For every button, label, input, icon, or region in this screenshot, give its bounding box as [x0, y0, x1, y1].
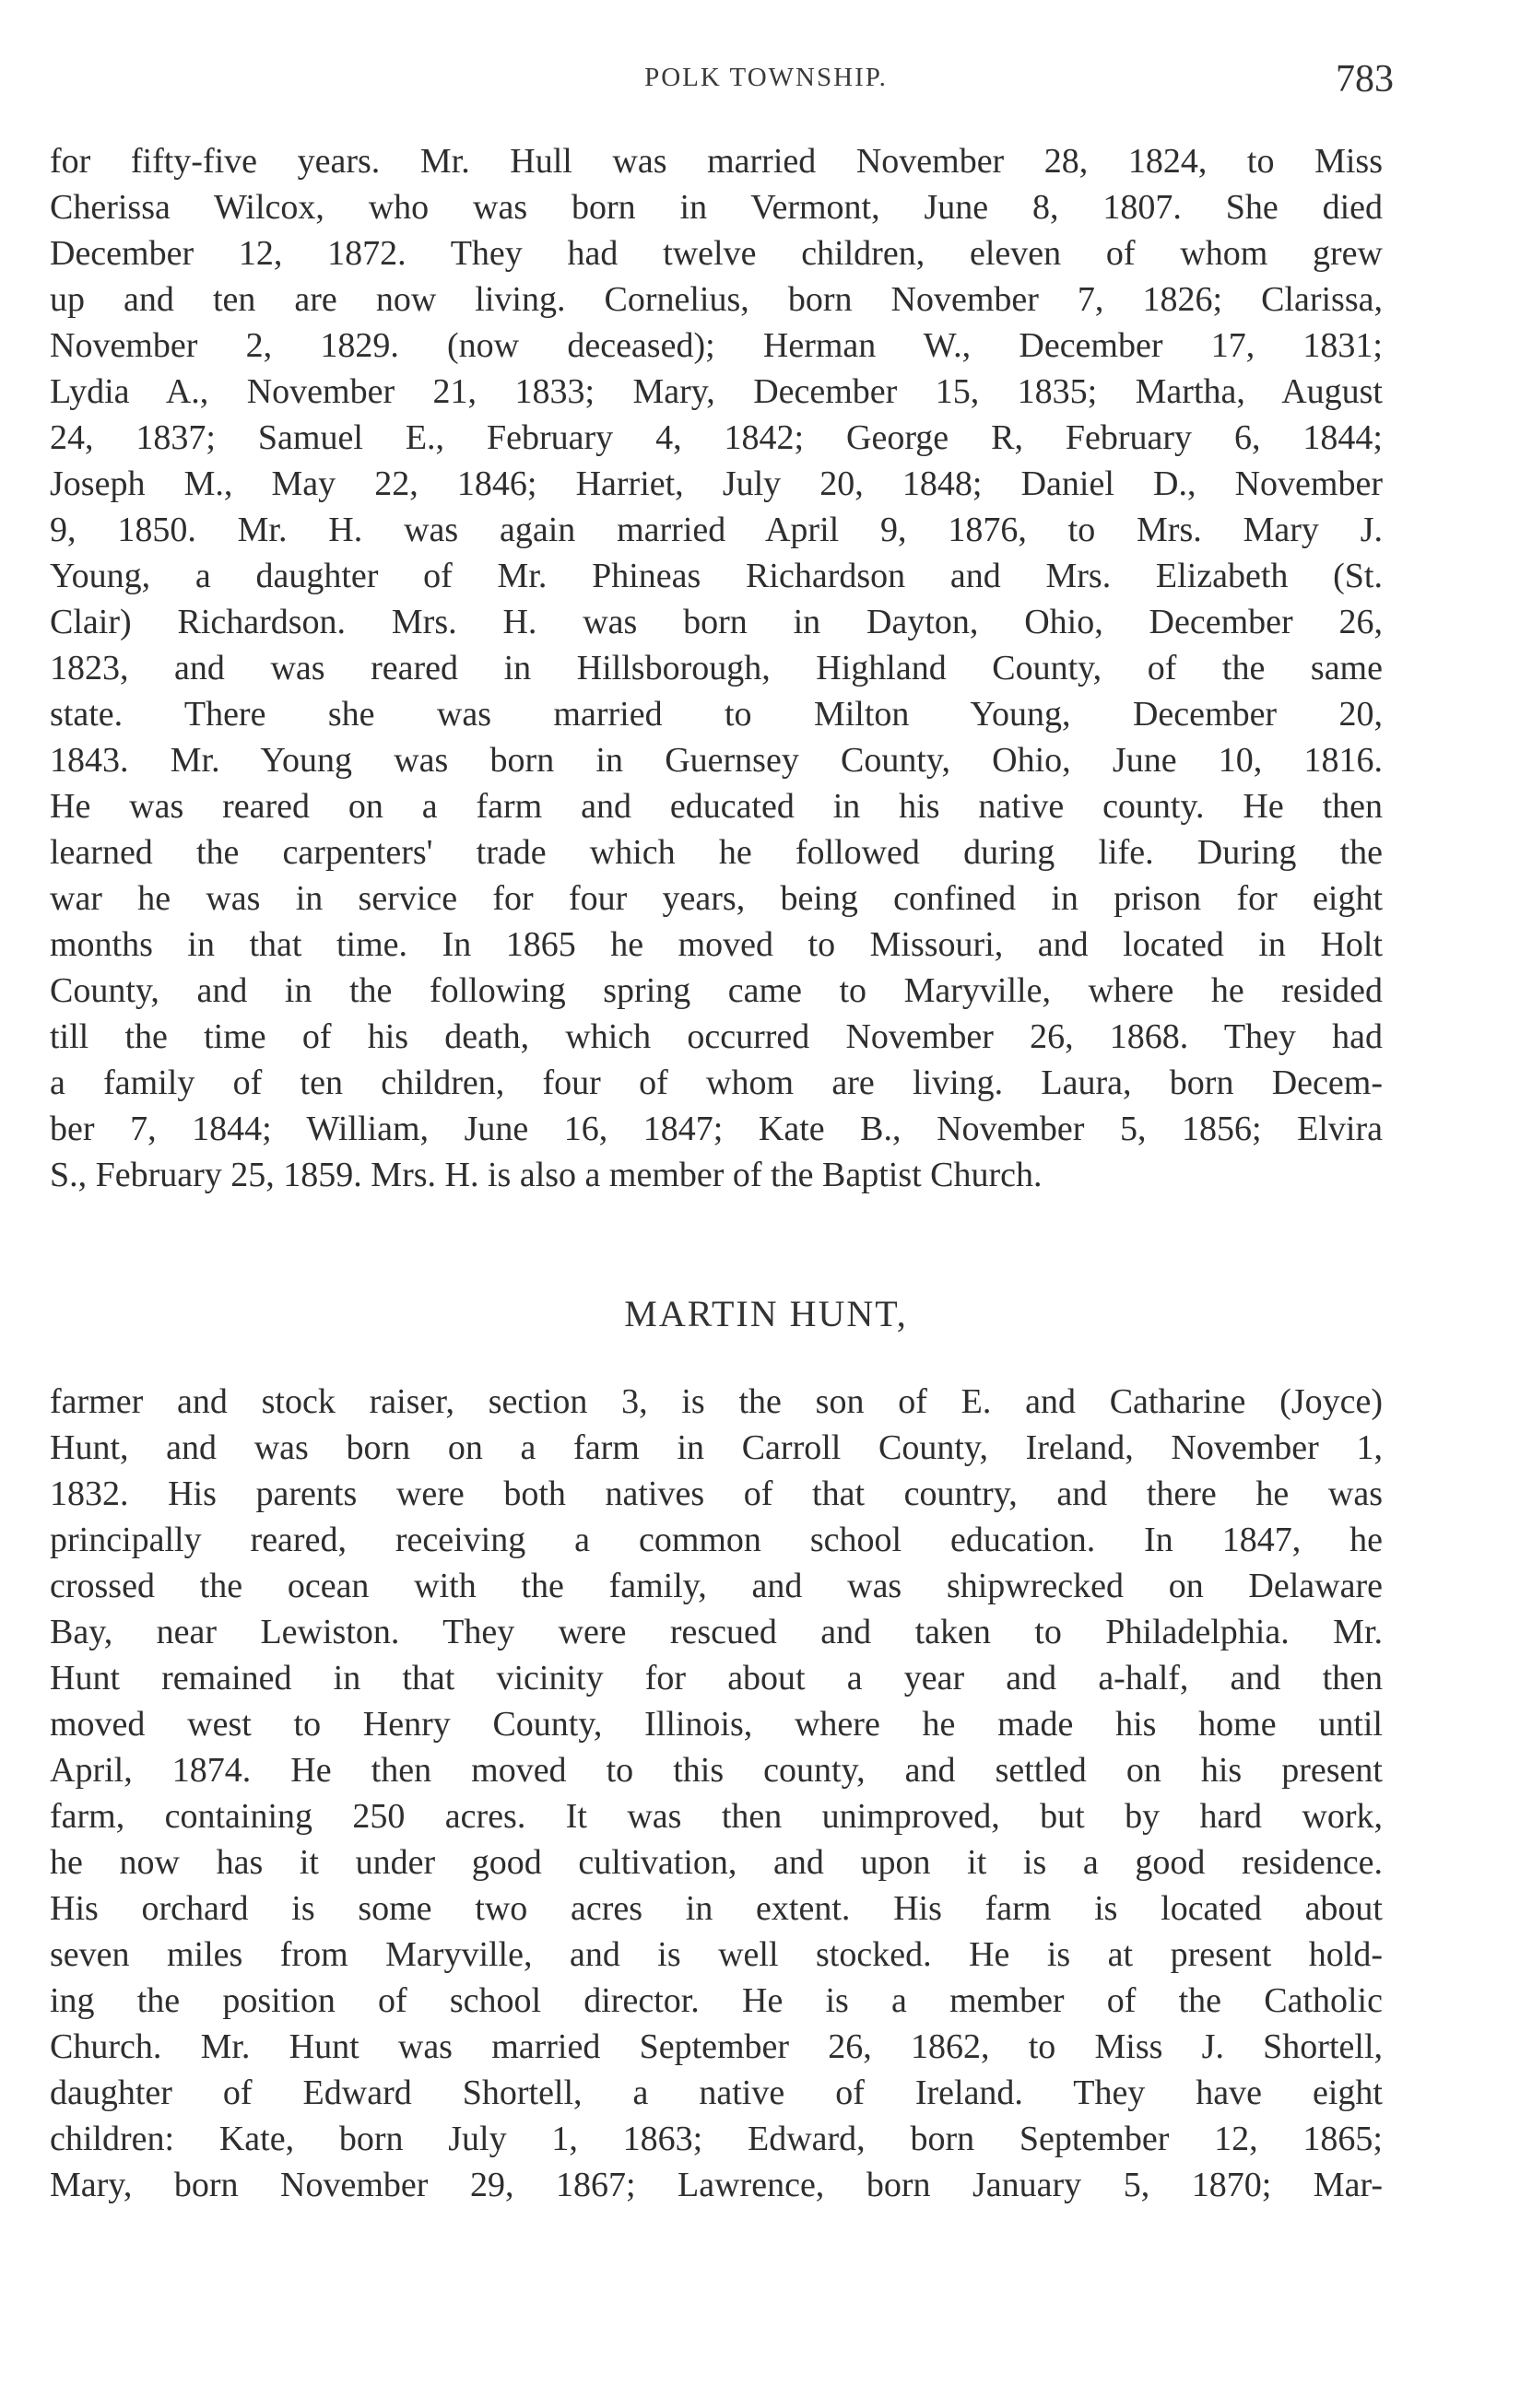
text-line: for fifty-five years. Mr. Hull was married November 28, 1824, to Miss	[50, 142, 1383, 181]
running-head: POLK TOWNSHIP.	[644, 63, 888, 92]
text-line: he now has it under good cultivation, and upon it is a good residence.	[50, 1843, 1383, 1882]
text-line: crossed the ocean with the family, and was shipwrecked on Delaware	[50, 1567, 1383, 1605]
text-line: Clair) Richardson. Mrs. H. was born in Dayton, Ohio, December 26,	[50, 603, 1383, 641]
text-line: months in that time. In 1865 he moved to Missouri, and located in Holt	[50, 925, 1383, 964]
text-line: Lydia A., November 21, 1833; Mary, December 15, 1835; Martha, August	[50, 372, 1383, 411]
text-line: 1832. His parents were both natives of that country, and there he was	[50, 1474, 1383, 1513]
text-line: state. There she was married to Milton Young, December 20,	[50, 695, 1383, 734]
text-line: Hunt, and was born on a farm in Carroll County, Ireland, November 1,	[50, 1428, 1383, 1467]
page-header	[0, 57, 1532, 112]
text-line: a family of ten children, four of whom are living. Laura, born Decem-	[50, 1063, 1383, 1102]
text-line: Hunt remained in that vicinity for about a year and a-half, and then	[50, 1659, 1383, 1697]
text-line: farmer and stock raiser, section 3, is the son of E. and Catharine (Joyce)	[50, 1382, 1383, 1421]
text-line: war he was in service for four years, being confined in prison for eight	[50, 879, 1383, 918]
text-line: moved west to Henry County, Illinois, where he made his home until	[50, 1705, 1383, 1744]
text-line: children: Kate, born July 1, 1863; Edward, born September 12, 1865;	[50, 2120, 1383, 2158]
text-line: County, and in the following spring came to Maryville, where he resided	[50, 971, 1383, 1010]
text-line: Bay, near Lewiston. They were rescued and taken to Philadelphia. Mr.	[50, 1613, 1383, 1651]
text-line: Mary, born November 29, 1867; Lawrence, born January 5, 1870; Mar-	[50, 2166, 1383, 2204]
text-line: Cherissa Wilcox, who was born in Vermont, June 8, 1807. She died	[50, 188, 1383, 227]
text-line: Joseph M., May 22, 1846; Harriet, July 20, 1848; Daniel D., November	[50, 464, 1383, 503]
page-number: 783	[1336, 58, 1394, 100]
text-line: up and ten are now living. Cornelius, born November 7, 1826; Clarissa,	[50, 280, 1383, 319]
section-heading: MARTIN HUNT,	[624, 1293, 908, 1334]
text-line: till the time of his death, which occurred November 26, 1868. They had	[50, 1017, 1383, 1056]
text-line: seven miles from Maryville, and is well stocked. He is at present hold-	[50, 1935, 1383, 1974]
text-line: Young, a daughter of Mr. Phineas Richardson and Mrs. Elizabeth (St.	[50, 557, 1383, 595]
text-line: 1823, and was reared in Hillsborough, Highland County, of the same	[50, 649, 1383, 687]
text-line: November 2, 1829. (now deceased); Herman W., December 17, 1831;	[50, 326, 1383, 365]
paragraph-martin-hunt	[50, 1379, 1383, 2208]
text-line: ing the position of school director. He is a member of the Catholic	[50, 1981, 1383, 2020]
text-line: ber 7, 1844; William, June 16, 1847; Kate B., November 5, 1856; Elvira	[50, 1110, 1383, 1148]
text-line: Church. Mr. Hunt was married September 26, 1862, to Miss J. Shortell,	[50, 2027, 1383, 2066]
text-line: principally reared, receiving a common school education. In 1847, he	[50, 1521, 1383, 1559]
text-line: His orchard is some two acres in extent. His farm is located about	[50, 1889, 1383, 1928]
text-line: S., February 25, 1859. Mrs. H. is also a member of the Baptist Church.	[50, 1156, 1043, 1194]
text-line: April, 1874. He then moved to this county, and settled on his present	[50, 1751, 1383, 1790]
text-line: farm, containing 250 acres. It was then unimproved, but by hard work,	[50, 1797, 1383, 1836]
text-line: 1843. Mr. Young was born in Guernsey County, Ohio, June 10, 1816.	[50, 741, 1383, 780]
text-line: December 12, 1872. They had twelve children, eleven of whom grew	[50, 234, 1383, 273]
text-line: 9, 1850. Mr. H. was again married April 9, 1876, to Mrs. Mary J.	[50, 511, 1383, 549]
paragraph-hull-family	[50, 138, 1383, 1198]
text-line: 24, 1837; Samuel E., February 4, 1842; George R, February 6, 1844;	[50, 418, 1383, 457]
text-line: daughter of Edward Shortell, a native of Ireland. They have eight	[50, 2073, 1383, 2112]
text-line: He was reared on a farm and educated in his native county. He then	[50, 787, 1383, 826]
text-line: learned the carpenters' trade which he followed during life. During the	[50, 833, 1383, 872]
